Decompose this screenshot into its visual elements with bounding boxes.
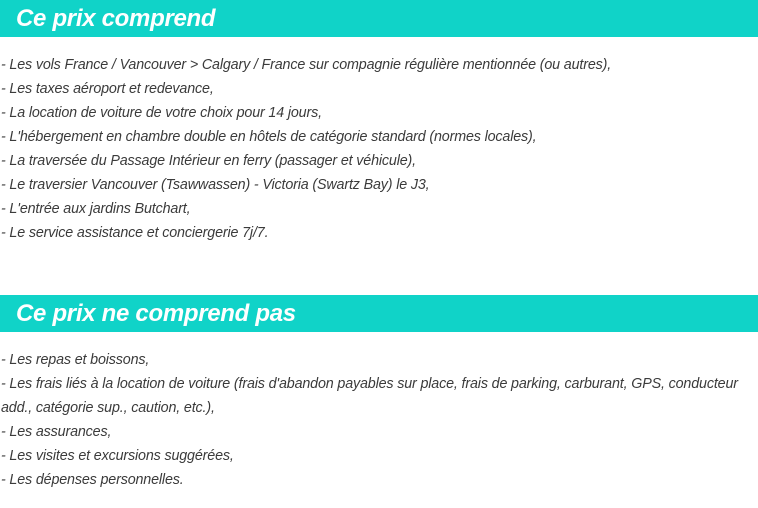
list-item: - Les dépenses personnelles. <box>1 472 184 488</box>
excludes-list <box>0 332 758 492</box>
list-item: - La location de voiture de votre choix pour 14 jours, <box>1 105 322 121</box>
list-item: - Le service assistance et conciergerie 7j/7. <box>1 225 269 241</box>
list-item: - Le traversier Vancouver (Tsawwassen) - Victoria (Swartz Bay) le J3, <box>1 177 430 193</box>
list-item: - L'hébergement en chambre double en hôtels de catégorie standard (normes locales), <box>1 129 537 145</box>
list-item: - Les visites et excursions suggérées, <box>1 448 234 464</box>
excludes-section <box>0 295 758 492</box>
list-item: - La traversée du Passage Intérieur en ferry (passager et véhicule), <box>1 153 416 169</box>
includes-section <box>0 0 758 245</box>
list-item: - Les taxes aéroport et redevance, <box>1 81 214 97</box>
list-item: - Les repas et boissons, <box>1 352 150 368</box>
list-item: - Les assurances, <box>1 424 112 440</box>
list-item: - Les frais liés à la location de voiture (frais d'abandon payables sur place, frais de parking, carburant, GPS, conducteur add., catégorie sup., caution, etc.), <box>1 376 742 416</box>
list-item: - Les vols France / Vancouver > Calgary / France sur compagnie régulière mentionnée (ou autres), <box>1 57 612 73</box>
includes-heading: Ce prix comprend <box>0 0 758 37</box>
excludes-heading: Ce prix ne comprend pas <box>0 295 758 332</box>
includes-list <box>0 37 758 245</box>
list-item: - L'entrée aux jardins Butchart, <box>1 201 191 217</box>
